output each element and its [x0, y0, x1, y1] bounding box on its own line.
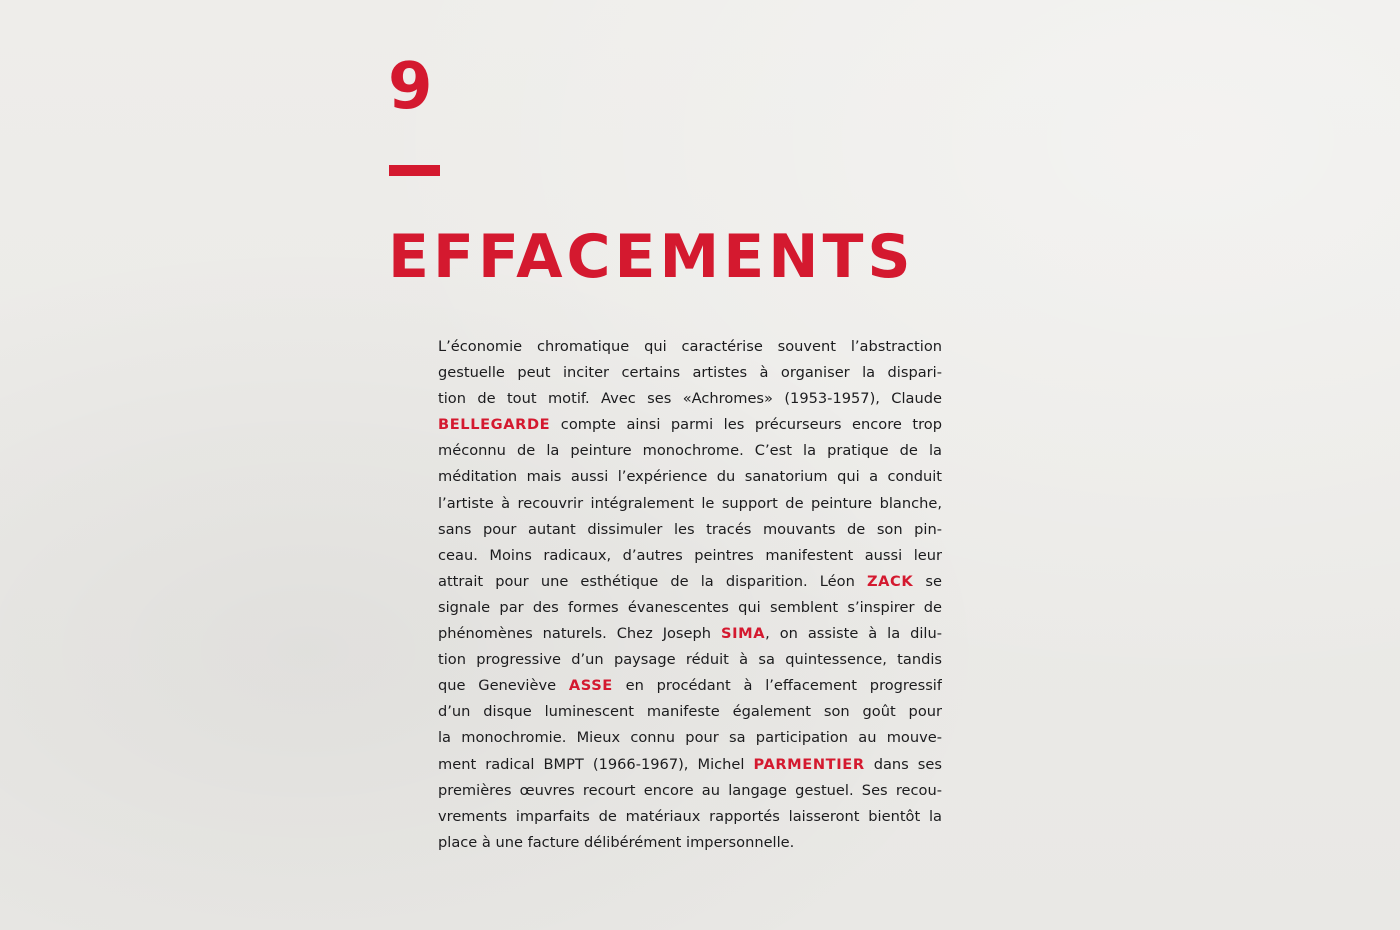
text-line: d’un disque luminescent manifeste également son goût pour [438, 703, 942, 721]
text-line: méconnu de la peinture monochrome. C’est la pratique de la [438, 442, 942, 460]
text-line: ceau. Moins radicaux, d’autres peintres manifestent aussi leur [438, 546, 942, 564]
text-line: sans pour autant dissimuler les tracés mouvants de son pin- [438, 520, 942, 538]
text-line: que Geneviève ASSE en procédant à l’effacement progressif [438, 677, 942, 695]
text-line: ment radical BMPT (1966-1967), Michel PARMENTIER dans ses [438, 755, 942, 773]
text-line: signale par des formes évanescentes qui semblent s’inspirer de [438, 598, 942, 616]
text-line: BELLEGARDE compte ainsi parmi les précurseurs encore trop [438, 416, 942, 434]
text-line: la monochromie. Mieux connu pour sa participation au mouve- [438, 729, 942, 747]
text-line: méditation mais aussi l’expérience du sanatorium qui a conduit [438, 468, 942, 486]
artist-name-bellegarde: BELLEGARDE [438, 416, 551, 434]
artist-name-asse: ASSE [568, 677, 613, 695]
wall-text-paragraph [438, 334, 942, 856]
text-line: tion de tout motif. Avec ses «Achromes» (1953-1957), Claude [438, 390, 942, 408]
section-divider [389, 165, 440, 176]
section-title: EFFACEMENTS [388, 222, 915, 292]
text-line: vrements imparfaits de matériaux rapportés laisseront bientôt la [438, 807, 942, 825]
text-line: tion progressive d’un paysage réduit à sa quintessence, tandis [438, 651, 942, 669]
section-number: 9 [388, 50, 433, 124]
artist-name-parmentier: PARMENTIER [753, 755, 865, 773]
text-line: l’artiste à recouvrir intégralement le support de peinture blanche, [438, 494, 942, 512]
artist-name-zack: ZACK [866, 572, 914, 590]
text-line: premières œuvres recourt encore au langage gestuel. Ses recou- [438, 781, 942, 799]
text-line: phénomènes naturels. Chez Joseph SIMA, on assiste à la dilu- [438, 625, 942, 643]
artist-name-sima: SIMA [720, 625, 766, 643]
text-line: gestuelle peut inciter certains artistes à organiser la dispari- [438, 364, 942, 382]
text-line: place à une facture délibérément impersonnelle. [438, 833, 795, 851]
text-line: attrait pour une esthétique de la disparition. Léon ZACK se [438, 572, 942, 590]
text-line: L’économie chromatique qui caractérise souvent l’abstraction [438, 338, 942, 355]
